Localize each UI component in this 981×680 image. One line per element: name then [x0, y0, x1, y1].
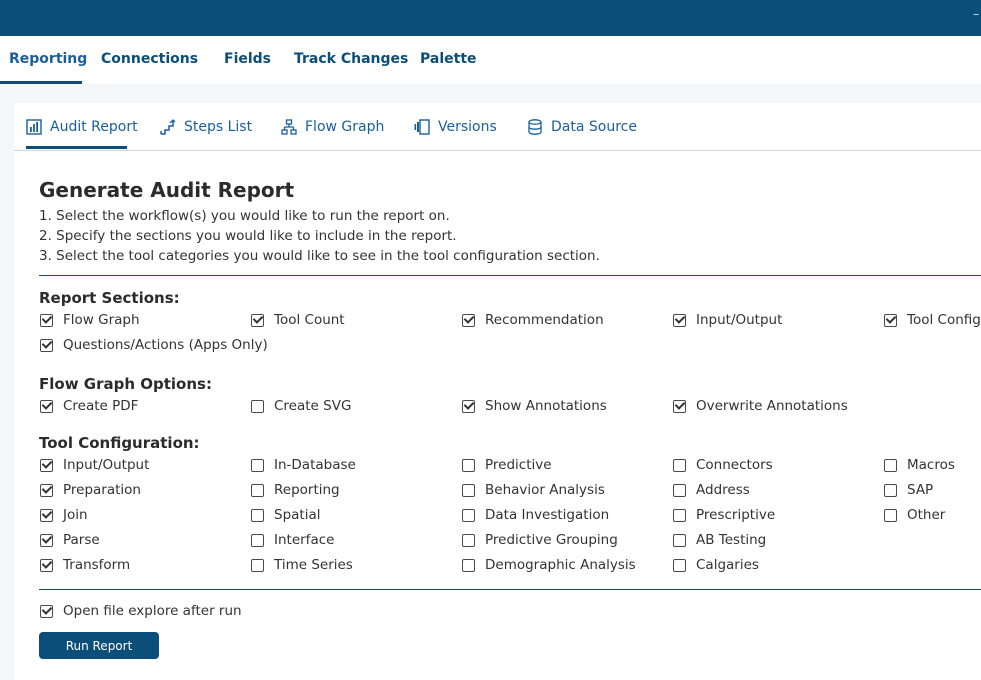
- checkbox-tool-reporting[interactable]: [251, 482, 340, 498]
- checkbox-label: Prescriptive: [696, 507, 776, 523]
- checkbox-label: Connectors: [696, 457, 773, 473]
- checkbox-label: Interface: [274, 532, 335, 548]
- checkbox-box[interactable]: [673, 559, 686, 572]
- nav-palette[interactable]: Palette: [420, 51, 477, 67]
- checkbox-label: Parse: [63, 532, 100, 548]
- tab-flow-graph[interactable]: [281, 117, 384, 137]
- title-bar: [0, 0, 981, 36]
- checkbox-box[interactable]: [251, 484, 264, 497]
- checkbox-create-pdf[interactable]: [40, 398, 138, 414]
- main-nav: [0, 36, 981, 84]
- checkbox-box[interactable]: [884, 484, 897, 497]
- checkbox-box[interactable]: [462, 400, 475, 413]
- checkbox-label: Address: [696, 482, 750, 498]
- checkbox-tool-data-investigation[interactable]: [462, 507, 609, 523]
- nav-track-changes[interactable]: Track Changes: [294, 51, 409, 67]
- checkbox-box[interactable]: [673, 534, 686, 547]
- nav-active-indicator: [0, 81, 82, 84]
- checkbox-report-flow-graph[interactable]: [40, 312, 140, 328]
- checkbox-box[interactable]: [673, 509, 686, 522]
- checkbox-label: Preparation: [63, 482, 141, 498]
- checkbox-label: Calgaries: [696, 557, 759, 573]
- flow-graph-icon: [281, 119, 297, 135]
- checkbox-tool-macros[interactable]: [884, 457, 955, 473]
- tab-data-source[interactable]: [527, 117, 637, 137]
- checkbox-label: Time Series: [274, 557, 353, 573]
- checkbox-box[interactable]: [40, 509, 53, 522]
- checkbox-tool-preparation[interactable]: [40, 482, 141, 498]
- checkbox-box[interactable]: [884, 509, 897, 522]
- checkbox-label: Data Investigation: [485, 507, 610, 523]
- checkbox-box[interactable]: [673, 459, 686, 472]
- checkbox-box[interactable]: [462, 484, 475, 497]
- instruction-2: 2. Specify the sections you would like to include in the report.: [39, 228, 457, 244]
- checkbox-tool-in-database[interactable]: [251, 457, 356, 473]
- checkbox-tool-address[interactable]: [673, 482, 750, 498]
- checkbox-tool-join[interactable]: [40, 507, 88, 523]
- checkbox-tool-sap[interactable]: [884, 482, 933, 498]
- checkbox-tool-connectors[interactable]: [673, 457, 773, 473]
- tab-steps-list-label: Steps List: [184, 119, 253, 135]
- checkbox-box[interactable]: [40, 459, 53, 472]
- nav-reporting[interactable]: Reporting: [9, 51, 88, 67]
- checkbox-label: Overwrite Annotations: [696, 398, 848, 414]
- checkbox-tool-calgaries[interactable]: [673, 557, 759, 573]
- bar-chart-icon: [26, 119, 42, 135]
- tab-audit-report[interactable]: [26, 117, 138, 137]
- checkbox-label: Macros: [907, 457, 955, 473]
- checkbox-box[interactable]: [462, 509, 475, 522]
- checkbox-tool-input-output[interactable]: [40, 457, 149, 473]
- run-report-button[interactable]: Run Report: [39, 632, 159, 659]
- checkbox-tool-behavior-analysis[interactable]: [462, 482, 605, 498]
- checkbox-box[interactable]: [40, 314, 53, 327]
- tab-versions[interactable]: [414, 117, 497, 137]
- checkbox-label: Questions/Actions (Apps Only): [63, 337, 268, 353]
- checkbox-box[interactable]: [40, 559, 53, 572]
- instruction-1: 1. Select the workflow(s) you would like to run the report on.: [39, 208, 450, 224]
- page-title: Generate Audit Report: [39, 178, 295, 202]
- checkbox-box[interactable]: [884, 314, 897, 327]
- checkbox-box[interactable]: [251, 559, 264, 572]
- checkbox-label: Spatial: [274, 507, 321, 523]
- checkbox-label: Predictive Grouping: [485, 532, 618, 548]
- nav-fields[interactable]: Fields: [224, 51, 272, 67]
- checkbox-box[interactable]: [462, 559, 475, 572]
- tab-steps-list[interactable]: [160, 117, 252, 137]
- checkbox-label: Demographic Analysis: [485, 557, 636, 573]
- checkbox-label: Show Annotations: [485, 398, 607, 414]
- checkbox-box[interactable]: [251, 314, 264, 327]
- checkbox-tool-parse[interactable]: [40, 532, 100, 548]
- checkbox-label: Tool Config: [907, 312, 981, 328]
- checkbox-tool-predictive-grouping[interactable]: [462, 532, 618, 548]
- report-sections-title: Report Sections:: [39, 289, 180, 307]
- versions-icon: [414, 119, 430, 135]
- checkbox-label: Input/Output: [696, 312, 783, 328]
- checkbox-box[interactable]: [673, 484, 686, 497]
- checkbox-show-annotations[interactable]: [462, 398, 607, 414]
- checkbox-label: Behavior Analysis: [485, 482, 605, 498]
- tab-audit-report-label: Audit Report: [50, 119, 138, 135]
- audit-report-panel: [14, 103, 981, 680]
- checkbox-overwrite-annotations[interactable]: [673, 398, 848, 414]
- checkbox-tool-ab-testing[interactable]: [673, 532, 766, 548]
- checkbox-report-recommendation[interactable]: [462, 312, 604, 328]
- checkbox-box[interactable]: [884, 459, 897, 472]
- checkbox-box[interactable]: [40, 534, 53, 547]
- checkbox-box[interactable]: [40, 605, 53, 618]
- checkbox-box[interactable]: [251, 400, 264, 413]
- tab-versions-label: Versions: [438, 119, 497, 135]
- divider-top: [39, 275, 981, 276]
- checkbox-label: Other: [907, 507, 946, 523]
- checkbox-label: Predictive: [485, 457, 552, 473]
- checkbox-box[interactable]: [462, 534, 475, 547]
- checkbox-tool-other[interactable]: [884, 507, 945, 523]
- tab-data-source-label: Data Source: [551, 119, 637, 135]
- checkbox-report-tool-count[interactable]: [251, 312, 345, 328]
- tab-active-indicator: [26, 146, 127, 149]
- minimize-icon[interactable]: –: [973, 7, 979, 21]
- instruction-3: 3. Select the tool categories you would like to see in the tool configuration section.: [39, 248, 600, 264]
- checkbox-box[interactable]: [251, 459, 264, 472]
- checkbox-label: SAP: [907, 482, 934, 498]
- sub-tabs: [14, 103, 981, 151]
- checkbox-label: Input/Output: [63, 457, 150, 473]
- checkbox-tool-time-series[interactable]: [251, 557, 353, 573]
- checkbox-label: Join: [63, 507, 88, 523]
- checkbox-tool-transform[interactable]: [40, 557, 130, 573]
- flow-graph-options-title: Flow Graph Options:: [39, 375, 212, 393]
- checkbox-label: Flow Graph: [63, 312, 140, 328]
- checkbox-label: Tool Count: [274, 312, 345, 328]
- checkbox-label: In-Database: [274, 457, 356, 473]
- checkbox-tool-spatial[interactable]: [251, 507, 320, 523]
- checkbox-label: Reporting: [274, 482, 340, 498]
- checkbox-label: Create SVG: [274, 398, 352, 414]
- checkbox-tool-demographic-analysis[interactable]: [462, 557, 636, 573]
- checkbox-label: Recommendation: [485, 312, 604, 328]
- checkbox-report-tool-config[interactable]: [884, 312, 981, 328]
- checkbox-box[interactable]: [251, 509, 264, 522]
- checkbox-report-input-output[interactable]: [673, 312, 782, 328]
- checkbox-tool-prescriptive[interactable]: [673, 507, 775, 523]
- checkbox-label: Transform: [63, 557, 131, 573]
- checkbox-box[interactable]: [40, 484, 53, 497]
- checkbox-box[interactable]: [251, 534, 264, 547]
- tool-configuration-title: Tool Configuration:: [39, 434, 200, 452]
- divider-bottom: [39, 589, 981, 590]
- checkbox-box[interactable]: [462, 314, 475, 327]
- checkbox-open-file-explorer[interactable]: [40, 603, 242, 619]
- nav-connections[interactable]: Connections: [101, 51, 199, 67]
- checkbox-box[interactable]: [673, 314, 686, 327]
- checkbox-box[interactable]: [40, 339, 53, 352]
- checkbox-label: Open file explore after run: [63, 603, 242, 619]
- checkbox-report-questions-actions[interactable]: [40, 337, 268, 353]
- checkbox-box[interactable]: [40, 400, 53, 413]
- checkbox-tool-predictive[interactable]: [462, 457, 552, 473]
- steps-icon: [160, 119, 176, 135]
- checkbox-label: AB Testing: [696, 532, 767, 548]
- checkbox-create-svg[interactable]: [251, 398, 351, 414]
- checkbox-box[interactable]: [462, 459, 475, 472]
- checkbox-box[interactable]: [673, 400, 686, 413]
- database-icon: [527, 119, 543, 135]
- checkbox-label: Create PDF: [63, 398, 139, 414]
- tab-flow-graph-label: Flow Graph: [305, 119, 385, 135]
- checkbox-tool-interface[interactable]: [251, 532, 334, 548]
